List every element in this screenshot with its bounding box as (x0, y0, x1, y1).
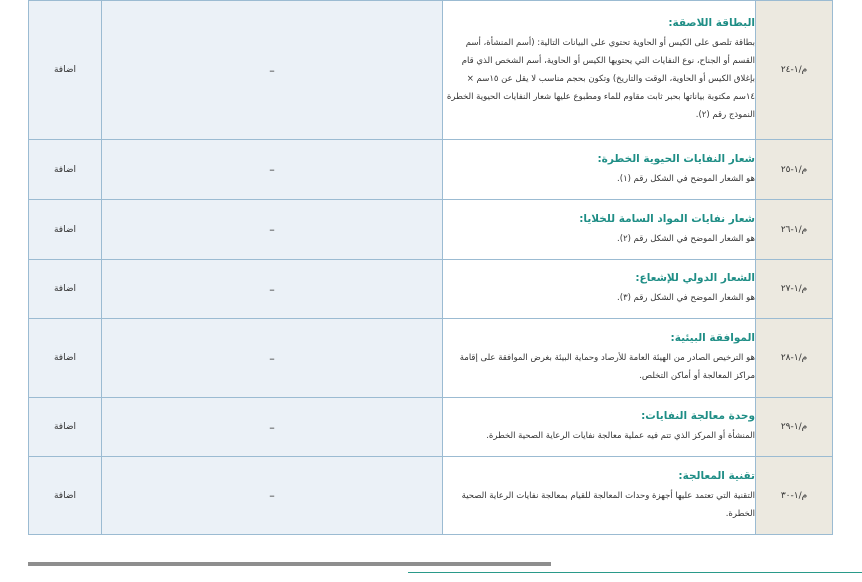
term-title: شعار النفايات الحيوية الخطرة: (597, 152, 755, 165)
footer-gray-rule (28, 562, 551, 566)
change-type-cell: اضافة (29, 398, 102, 457)
change-type-cell: اضافة (29, 1, 102, 140)
table-row (29, 319, 833, 398)
definition-cell (443, 1, 756, 140)
term-definition: المنشأة أو المركز الذي تتم فيه عملية معالجة نفايات الرعاية الصحية الخطرة. (486, 431, 755, 441)
article-number-cell: م/١-٢٥ (756, 140, 833, 200)
definition-cell (443, 398, 756, 457)
term-title: شعار نفايات المواد السامة للخلايا: (579, 212, 755, 225)
table-row (29, 200, 833, 260)
old-text-cell: – (102, 200, 443, 260)
term-title: تقنية المعالجة: (678, 469, 755, 482)
old-text-cell: – (102, 398, 443, 457)
term-definition: بطاقة تلصق على الكيس أو الحاوية تحتوي على البيانات التالية: (أسم المنشأة، أسم القسم أو الجناح، نوع النفايات التي يحتويها الكيس أو الحاوية، أسم الشخص الذي قام بإغلاق الكيس أو الحاوية، الوقت والتاريخ) وتكون بحجم مناسب لا يقل عن ١٥سم × ١٤سم مكتوبة بياناتها بحبر ثابت مقاوم للماء ومطبوع عليها شعار النفايات الحيوية الخطرة النموذج رقم (٢). (446, 38, 755, 120)
table-row (29, 457, 833, 535)
term-definition: هو الشعار الموضح في الشكل رقم (٣). (617, 293, 755, 303)
old-text-cell: – (102, 1, 443, 140)
change-type-cell: اضافة (29, 200, 102, 260)
old-text-cell: – (102, 140, 443, 200)
definition-cell (443, 319, 756, 398)
term-title: الموافقة البيئية: (670, 332, 755, 344)
definition-cell (443, 457, 756, 535)
old-text-cell: – (102, 319, 443, 398)
term-definition: هو الشعار الموضح في الشكل رقم (١). (617, 173, 755, 184)
footer-teal-rule (408, 572, 862, 573)
article-number-cell: م/١-٢٤ (756, 1, 833, 140)
table-row (29, 260, 833, 319)
change-type-cell: اضافة (29, 260, 102, 319)
term-definition: هو الترخيص الصادر من الهيئة العامة للأرصاد وحماية البيئة بغرض الموافقة على إقامة مراكز المعالجة أو أماكن التخلص. (459, 353, 755, 381)
article-number-cell: م/١-٢٨ (756, 319, 833, 398)
table-row (29, 398, 833, 457)
term-title: وحدة معالجة النفايات: (641, 410, 755, 422)
table-row (29, 1, 833, 140)
definition-cell (443, 140, 756, 200)
table-row (29, 140, 833, 200)
article-number-cell: م/١-٢٧ (756, 260, 833, 319)
term-title: البطاقة اللاصقة: (668, 17, 755, 29)
definitions-table (28, 0, 833, 535)
term-definition: هو الشعار الموضح في الشكل رقم (٢). (617, 233, 755, 244)
article-number-cell: م/١-٢٦ (756, 200, 833, 260)
term-title: الشعار الدولي للإشعاع: (635, 272, 755, 284)
definition-cell (443, 260, 756, 319)
definition-cell (443, 200, 756, 260)
change-type-cell: اضافة (29, 319, 102, 398)
term-definition: التقنية التي تعتمد عليها أجهزة وحدات المعالجة للقيام بمعالجة نفايات الرعاية الصحية الخطرة. (461, 490, 755, 519)
change-type-cell: اضافة (29, 140, 102, 200)
old-text-cell: – (102, 457, 443, 535)
article-number-cell: م/١-٣٠ (756, 457, 833, 535)
old-text-cell: – (102, 260, 443, 319)
article-number-cell: م/١-٢٩ (756, 398, 833, 457)
change-type-cell: اضافة (29, 457, 102, 535)
